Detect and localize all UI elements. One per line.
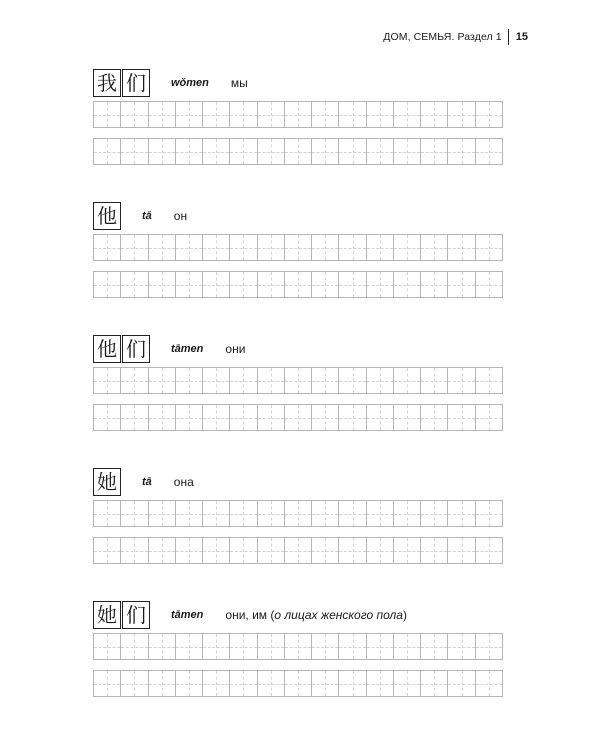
practice-cell bbox=[448, 235, 475, 260]
practice-cell bbox=[203, 235, 230, 260]
practice-cell bbox=[258, 368, 285, 393]
translation bbox=[225, 342, 245, 356]
practice-cell bbox=[394, 634, 421, 659]
practice-cell bbox=[121, 272, 148, 297]
practice-cell bbox=[421, 671, 448, 696]
practice-cell bbox=[149, 634, 176, 659]
practice-cell bbox=[258, 538, 285, 563]
practice-cell bbox=[176, 634, 203, 659]
practice-cell bbox=[339, 501, 366, 526]
header-divider bbox=[508, 29, 509, 45]
practice-cell bbox=[121, 538, 148, 563]
page-number: 15 bbox=[515, 31, 528, 43]
character-box: 她 bbox=[93, 601, 121, 629]
practice-cell bbox=[176, 272, 203, 297]
practice-cell bbox=[203, 501, 230, 526]
practice-cell bbox=[230, 634, 257, 659]
translation-text: он bbox=[173, 209, 188, 223]
vocab-entry-ta-he bbox=[93, 200, 503, 298]
practice-cell bbox=[339, 538, 366, 563]
pinyin: tā bbox=[142, 476, 152, 488]
practice-cell bbox=[476, 501, 502, 526]
practice-cell bbox=[285, 501, 312, 526]
practice-cell bbox=[121, 501, 148, 526]
practice-cell bbox=[339, 272, 366, 297]
character-box: 们 bbox=[122, 69, 150, 97]
practice-cell bbox=[94, 501, 121, 526]
practice-cell bbox=[94, 102, 121, 127]
practice-cell bbox=[421, 102, 448, 127]
practice-cell bbox=[230, 102, 257, 127]
practice-cell bbox=[394, 405, 421, 430]
practice-cell bbox=[121, 405, 148, 430]
practice-cell bbox=[476, 538, 502, 563]
practice-cell bbox=[367, 102, 394, 127]
practice-cell bbox=[258, 634, 285, 659]
practice-cell bbox=[312, 102, 339, 127]
practice-cell bbox=[367, 671, 394, 696]
practice-cell bbox=[121, 235, 148, 260]
practice-cell bbox=[448, 501, 475, 526]
practice-cell bbox=[176, 139, 203, 164]
practice-cell bbox=[258, 139, 285, 164]
section-title: ДОМ, СЕМЬЯ. Раздел 1 bbox=[383, 31, 502, 43]
practice-cell bbox=[176, 538, 203, 563]
practice-row bbox=[93, 670, 503, 697]
practice-cell bbox=[203, 272, 230, 297]
practice-cell bbox=[421, 634, 448, 659]
practice-row bbox=[93, 271, 503, 298]
practice-cell bbox=[394, 139, 421, 164]
practice-cell bbox=[367, 538, 394, 563]
practice-cell bbox=[285, 538, 312, 563]
practice-cell bbox=[367, 405, 394, 430]
practice-cell bbox=[121, 368, 148, 393]
practice-cell bbox=[394, 501, 421, 526]
practice-cell bbox=[176, 235, 203, 260]
practice-cell bbox=[339, 139, 366, 164]
practice-row bbox=[93, 138, 503, 165]
practice-cell bbox=[367, 272, 394, 297]
practice-cell bbox=[149, 501, 176, 526]
character-box-group bbox=[93, 601, 151, 629]
practice-cell bbox=[421, 139, 448, 164]
pinyin: tāmen bbox=[171, 343, 204, 355]
practice-cell bbox=[230, 501, 257, 526]
practice-row bbox=[93, 633, 503, 660]
practice-cell bbox=[203, 405, 230, 430]
practice-cell bbox=[476, 272, 502, 297]
character-box: 们 bbox=[122, 601, 150, 629]
practice-cell bbox=[339, 671, 366, 696]
practice-cell bbox=[203, 538, 230, 563]
translation-tail: ) bbox=[402, 608, 407, 622]
practice-cell bbox=[121, 139, 148, 164]
practice-cell bbox=[421, 368, 448, 393]
practice-cell bbox=[230, 368, 257, 393]
practice-cell bbox=[421, 405, 448, 430]
practice-cell bbox=[258, 235, 285, 260]
practice-cell bbox=[285, 634, 312, 659]
practice-cell bbox=[149, 235, 176, 260]
character-box: 她 bbox=[93, 468, 121, 496]
pinyin: tāmen bbox=[171, 609, 204, 621]
practice-cell bbox=[312, 671, 339, 696]
practice-cell bbox=[367, 634, 394, 659]
character-box-group bbox=[93, 202, 122, 230]
practice-row bbox=[93, 101, 503, 128]
practice-cell bbox=[476, 634, 502, 659]
practice-cell bbox=[94, 139, 121, 164]
translation bbox=[225, 608, 407, 622]
practice-cell bbox=[394, 235, 421, 260]
practice-cell bbox=[367, 139, 394, 164]
practice-cell bbox=[94, 368, 121, 393]
practice-cell bbox=[149, 405, 176, 430]
translation-note: о лицах женского пола bbox=[274, 608, 403, 622]
character-box: 他 bbox=[93, 202, 121, 230]
practice-cell bbox=[448, 634, 475, 659]
practice-cell bbox=[176, 671, 203, 696]
translation-text: они, им ( bbox=[225, 608, 275, 622]
character-box: 们 bbox=[122, 335, 150, 363]
character-box: 我 bbox=[93, 69, 121, 97]
practice-cell bbox=[258, 272, 285, 297]
pinyin: tā bbox=[142, 210, 152, 222]
practice-cell bbox=[94, 405, 121, 430]
vocab-entry-tamen bbox=[93, 333, 503, 431]
practice-cell bbox=[149, 272, 176, 297]
practice-cell bbox=[258, 102, 285, 127]
practice-row bbox=[93, 234, 503, 261]
character-box: 他 bbox=[93, 335, 121, 363]
practice-cell bbox=[421, 501, 448, 526]
practice-cell bbox=[230, 405, 257, 430]
practice-cell bbox=[367, 235, 394, 260]
practice-cell bbox=[339, 634, 366, 659]
practice-cell bbox=[312, 405, 339, 430]
practice-cell bbox=[94, 538, 121, 563]
practice-cell bbox=[339, 235, 366, 260]
practice-cell bbox=[421, 272, 448, 297]
practice-cell bbox=[312, 272, 339, 297]
practice-cell bbox=[149, 368, 176, 393]
practice-cell bbox=[258, 405, 285, 430]
practice-row bbox=[93, 404, 503, 431]
vocab-entry-ta-she bbox=[93, 466, 503, 564]
practice-cell bbox=[121, 671, 148, 696]
entry-head bbox=[93, 67, 503, 99]
practice-cell bbox=[394, 671, 421, 696]
practice-cell bbox=[367, 368, 394, 393]
practice-cell bbox=[394, 102, 421, 127]
practice-cell bbox=[394, 538, 421, 563]
practice-cell bbox=[285, 671, 312, 696]
practice-cell bbox=[448, 102, 475, 127]
pinyin: wǒmen bbox=[171, 77, 209, 89]
practice-row bbox=[93, 367, 503, 394]
entry-head bbox=[93, 599, 503, 631]
practice-cell bbox=[203, 368, 230, 393]
practice-cell bbox=[230, 671, 257, 696]
entry-head bbox=[93, 466, 503, 498]
practice-cell bbox=[448, 538, 475, 563]
practice-cell bbox=[448, 368, 475, 393]
practice-cell bbox=[421, 538, 448, 563]
practice-cell bbox=[285, 235, 312, 260]
practice-cell bbox=[94, 235, 121, 260]
practice-cell bbox=[312, 501, 339, 526]
translation-text: мы bbox=[230, 76, 248, 90]
practice-cell bbox=[421, 235, 448, 260]
practice-cell bbox=[149, 538, 176, 563]
practice-cell bbox=[476, 671, 502, 696]
practice-cell bbox=[149, 671, 176, 696]
practice-cell bbox=[285, 368, 312, 393]
practice-cell bbox=[476, 102, 502, 127]
translation bbox=[174, 209, 187, 223]
practice-cell bbox=[448, 671, 475, 696]
practice-cell bbox=[149, 139, 176, 164]
practice-cell bbox=[448, 139, 475, 164]
translation-text: они bbox=[225, 342, 246, 356]
practice-cell bbox=[230, 538, 257, 563]
practice-cell bbox=[121, 102, 148, 127]
practice-row bbox=[93, 500, 503, 527]
practice-cell bbox=[258, 671, 285, 696]
practice-cell bbox=[448, 272, 475, 297]
practice-cell bbox=[203, 102, 230, 127]
practice-cell bbox=[476, 368, 502, 393]
practice-cell bbox=[394, 368, 421, 393]
practice-cell bbox=[339, 405, 366, 430]
practice-cell bbox=[285, 102, 312, 127]
practice-cell bbox=[176, 501, 203, 526]
vocab-entry-women bbox=[93, 67, 503, 165]
practice-cell bbox=[312, 139, 339, 164]
character-box-group bbox=[93, 69, 151, 97]
character-box-group bbox=[93, 468, 122, 496]
practice-row bbox=[93, 537, 503, 564]
entry-head bbox=[93, 200, 503, 232]
practice-cell bbox=[176, 405, 203, 430]
practice-cell bbox=[312, 538, 339, 563]
practice-cell bbox=[121, 634, 148, 659]
translation bbox=[231, 76, 248, 90]
practice-cell bbox=[285, 405, 312, 430]
character-box-group bbox=[93, 335, 151, 363]
practice-cell bbox=[339, 368, 366, 393]
practice-cell bbox=[367, 501, 394, 526]
practice-cell bbox=[176, 102, 203, 127]
practice-cell bbox=[476, 235, 502, 260]
translation-text: она bbox=[173, 475, 194, 489]
practice-cell bbox=[203, 671, 230, 696]
practice-cell bbox=[285, 139, 312, 164]
practice-cell bbox=[476, 405, 502, 430]
practice-cell bbox=[94, 634, 121, 659]
practice-cell bbox=[448, 405, 475, 430]
practice-cell bbox=[476, 139, 502, 164]
practice-cell bbox=[149, 102, 176, 127]
practice-cell bbox=[394, 272, 421, 297]
entry-head bbox=[93, 333, 503, 365]
practice-cell bbox=[258, 501, 285, 526]
translation bbox=[174, 475, 194, 489]
practice-cell bbox=[230, 139, 257, 164]
practice-cell bbox=[230, 272, 257, 297]
vocab-entry-tamen-female bbox=[93, 599, 503, 697]
practice-cell bbox=[94, 671, 121, 696]
practice-cell bbox=[203, 634, 230, 659]
page-header bbox=[383, 30, 528, 44]
practice-cell bbox=[339, 102, 366, 127]
practice-cell bbox=[312, 368, 339, 393]
practice-cell bbox=[312, 235, 339, 260]
practice-cell bbox=[94, 272, 121, 297]
practice-cell bbox=[176, 368, 203, 393]
practice-cell bbox=[203, 139, 230, 164]
practice-cell bbox=[230, 235, 257, 260]
practice-cell bbox=[285, 272, 312, 297]
practice-cell bbox=[312, 634, 339, 659]
